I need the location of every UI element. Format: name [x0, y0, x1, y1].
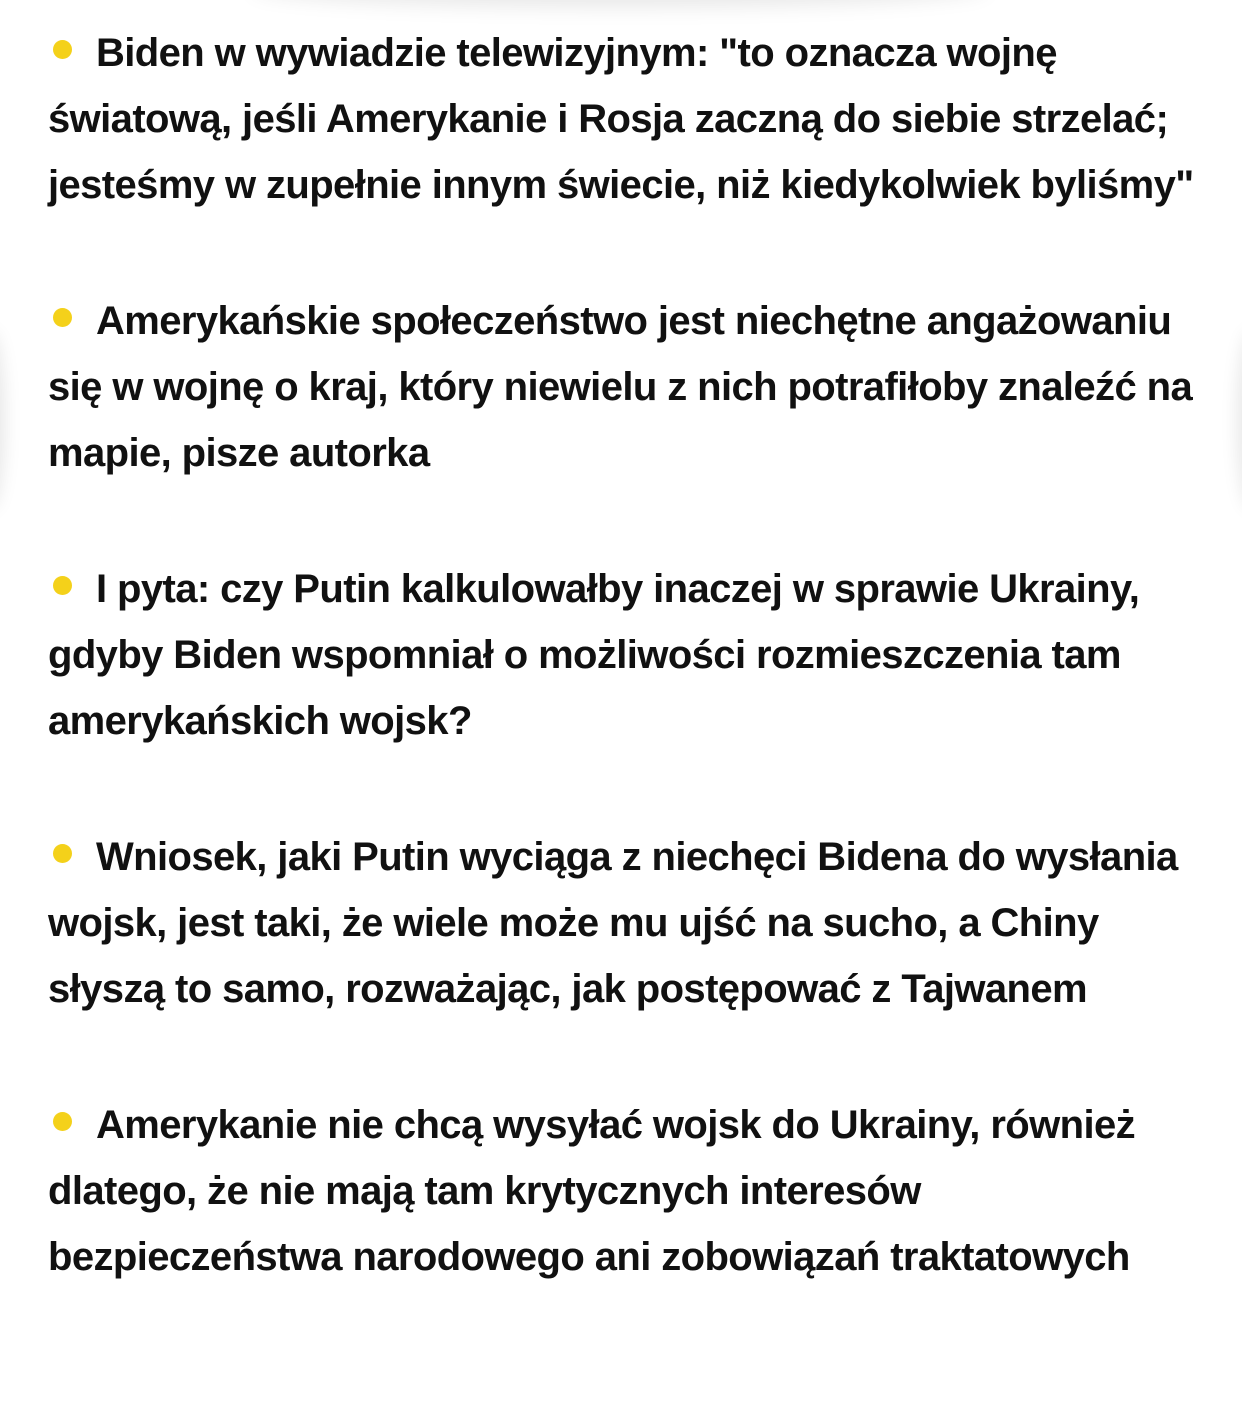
bullet-list	[48, 20, 1218, 1290]
list-item	[48, 288, 1218, 486]
list-item	[48, 20, 1218, 218]
list-item-text: Wniosek, jaki Putin wyciąga z niechęci Bidena do wysłania wojsk, jest taki, że wiele może mu ujść na sucho, a Chiny słyszą to samo, rozważając, jak postępować z Tajwanem	[48, 835, 1178, 1011]
list-item-text: Amerykanie nie chcą wysyłać wojsk do Ukrainy, również dlatego, że nie mają tam krytycznych interesów bezpieczeństwa narodowego ani zobowiązań traktatowych	[48, 1103, 1136, 1279]
list-item	[48, 556, 1218, 754]
list-item-text: Amerykańskie społeczeństwo jest niechętne angażowaniu się w wojnę o kraj, który niewielu z nich potrafiłoby znaleźć na mapie, pisze autorka	[48, 299, 1193, 475]
yellow-bullet-icon	[53, 40, 72, 59]
list-item-text: I pyta: czy Putin kalkulowałby inaczej w sprawie Ukrainy, gdyby Biden wspomniał o możliwości rozmieszczenia tam amerykańskich wojsk?	[48, 567, 1140, 743]
list-item	[48, 1092, 1218, 1290]
yellow-bullet-icon	[53, 844, 72, 863]
list-item-text: Biden w wywiadzie telewizyjnym: "to oznacza wojnę światową, jeśli Amerykanie i Rosja zaczną do siebie strzelać; jesteśmy w zupełnie innym świecie, niż kiedykolwiek byliśmy"	[48, 31, 1194, 207]
yellow-bullet-icon	[53, 576, 72, 595]
list-item	[48, 824, 1218, 1022]
yellow-bullet-icon	[53, 308, 72, 327]
yellow-bullet-icon	[53, 1112, 72, 1131]
